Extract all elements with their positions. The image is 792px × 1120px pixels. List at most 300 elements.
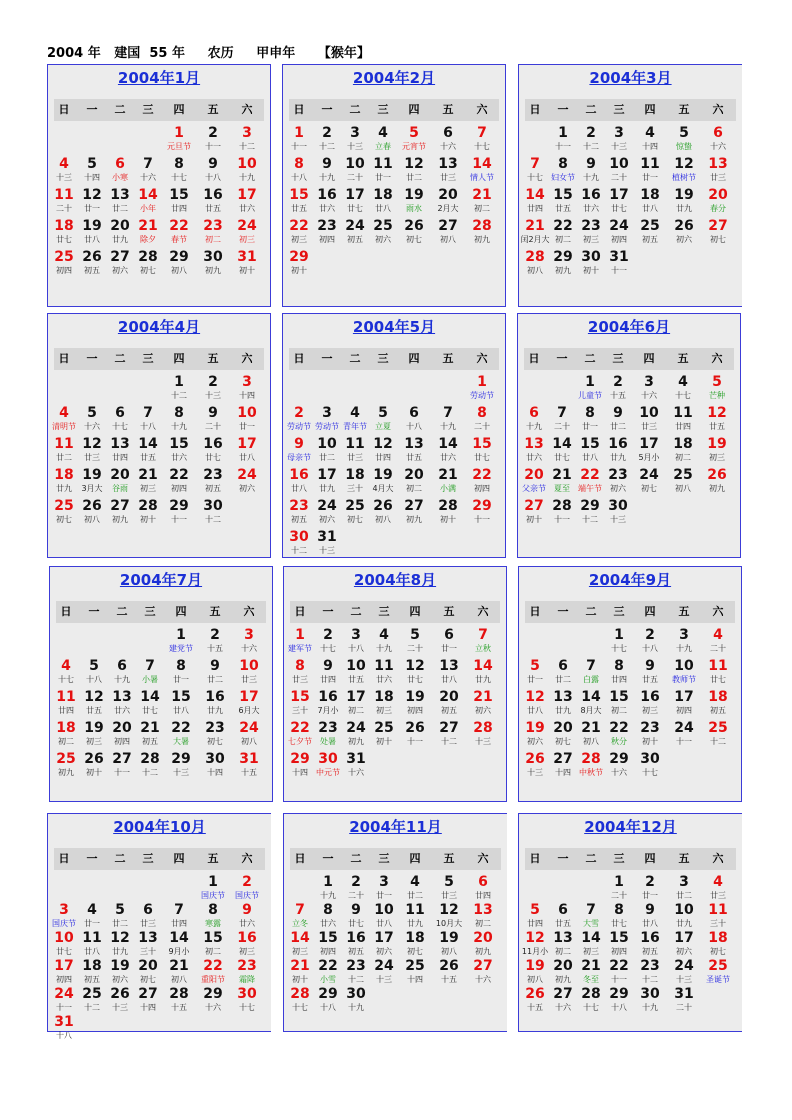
day-cell xyxy=(631,436,667,463)
day-number: 9 xyxy=(613,405,623,421)
day-number: 29 xyxy=(290,751,310,767)
lunar-label: 初八 xyxy=(241,737,257,746)
lunar-label: 廿四 xyxy=(675,422,691,431)
lunar-label: 儿童节 xyxy=(578,391,602,400)
weekday-label: 二 xyxy=(116,605,128,618)
lunar-label: 十五 xyxy=(610,391,626,400)
month-title-link[interactable]: 2004年7月 xyxy=(119,571,203,589)
lunar-label: 十三 xyxy=(610,515,626,524)
day-cell xyxy=(229,374,265,401)
day-cell xyxy=(632,986,668,1013)
day-number: 23 xyxy=(640,720,660,736)
day-number: 18 xyxy=(54,467,74,483)
day-cell xyxy=(397,874,433,901)
day-number: 28 xyxy=(581,986,601,1002)
month-title-link[interactable]: 2004年2月 xyxy=(352,69,436,87)
day-number: 26 xyxy=(84,751,104,767)
day-number: 4 xyxy=(645,125,655,141)
lunar-label: 母亲节 xyxy=(287,453,311,462)
day-number: 27 xyxy=(524,498,544,514)
day-number: 1 xyxy=(585,374,595,390)
day-number: 3 xyxy=(679,627,689,643)
weekday-label: 一 xyxy=(86,103,98,116)
lunar-label: 元宵节 xyxy=(402,142,426,151)
lunar-label: 廿四 xyxy=(611,675,627,684)
month-panel xyxy=(49,566,273,802)
lunar-label: 初五 xyxy=(348,947,364,956)
lunar-label: 初九 xyxy=(709,484,725,493)
lunar-label: 十六 xyxy=(241,644,257,653)
lunar-label: 十八 xyxy=(348,644,364,653)
lunar-label: 初五 xyxy=(84,266,100,275)
day-number: 19 xyxy=(373,467,393,483)
day-cell xyxy=(195,125,231,152)
day-number: 25 xyxy=(640,218,660,234)
day-number: 17 xyxy=(674,689,694,705)
day-number: 13 xyxy=(473,902,493,918)
day-number: 4 xyxy=(61,658,71,674)
day-number: 25 xyxy=(345,498,365,514)
day-number: 25 xyxy=(405,958,425,974)
lunar-label: 9月小 xyxy=(168,947,190,956)
lunar-label: 初六 xyxy=(376,947,392,956)
day-cell xyxy=(464,498,500,525)
month-title-link[interactable]: 2004年5月 xyxy=(352,318,436,336)
day-cell xyxy=(197,720,233,747)
lunar-label: 十四 xyxy=(292,768,308,777)
day-number: 6 xyxy=(115,156,125,172)
lunar-label: 十二 xyxy=(441,737,457,746)
day-number: 17 xyxy=(237,436,257,452)
day-number: 23 xyxy=(608,467,628,483)
lunar-label: 初二 xyxy=(555,947,571,956)
day-number: 3 xyxy=(379,874,389,890)
lunar-label: 廿七 xyxy=(710,675,726,684)
month-title-link[interactable]: 2004年12月 xyxy=(584,818,677,836)
day-number: 22 xyxy=(203,958,223,974)
day-number: 6 xyxy=(143,902,153,918)
lunar-label: 十九 xyxy=(526,422,542,431)
weekday-label: 六 xyxy=(243,605,255,618)
lunar-label: 十五 xyxy=(527,1003,543,1012)
day-cell xyxy=(700,930,736,957)
day-number: 10 xyxy=(345,156,365,172)
day-cell xyxy=(465,720,501,747)
day-number: 25 xyxy=(708,720,728,736)
day-number: 21 xyxy=(473,689,493,705)
day-number: 14 xyxy=(525,187,545,203)
month-title-link[interactable]: 2004年11月 xyxy=(349,818,442,836)
month-panel xyxy=(47,64,271,307)
day-number: 3 xyxy=(59,902,69,918)
lunar-label: 秋分 xyxy=(611,737,627,746)
month-title-link[interactable]: 2004年9月 xyxy=(588,571,672,589)
lunar-label: 初二 xyxy=(611,706,627,715)
month-panel xyxy=(517,313,741,558)
day-number: 26 xyxy=(525,986,545,1002)
day-number: 10 xyxy=(674,902,694,918)
day-number: 28 xyxy=(552,498,572,514)
lunar-label: 廿九 xyxy=(610,453,626,462)
lunar-label: 初三 xyxy=(583,235,599,244)
lunar-label: 廿三 xyxy=(347,453,363,462)
day-cell xyxy=(229,218,265,245)
day-cell xyxy=(397,930,433,957)
day-number: 26 xyxy=(82,498,102,514)
month-title-link[interactable]: 2004年10月 xyxy=(113,818,206,836)
lunar-label: 廿四 xyxy=(527,204,543,213)
lunar-label: 初二 xyxy=(474,204,490,213)
lunar-label: 十二 xyxy=(291,546,307,555)
day-number: 17 xyxy=(239,689,259,705)
day-number: 20 xyxy=(112,720,132,736)
day-number: 3 xyxy=(350,125,360,141)
day-cell xyxy=(161,436,197,463)
day-number: 12 xyxy=(82,187,102,203)
day-cell xyxy=(700,958,736,985)
day-number: 1 xyxy=(208,874,218,890)
day-number: 29 xyxy=(289,249,309,265)
day-number: 7 xyxy=(143,156,153,172)
day-number: 4 xyxy=(410,874,420,890)
lunar-label: 二十 xyxy=(56,204,72,213)
day-number: 30 xyxy=(205,751,225,767)
day-number: 6 xyxy=(558,658,568,674)
day-cell xyxy=(163,627,199,654)
lunar-label: 初十 xyxy=(642,737,658,746)
weekday-header xyxy=(56,601,266,623)
day-cell xyxy=(700,187,736,214)
day-number: 25 xyxy=(373,218,393,234)
day-cell xyxy=(397,958,433,985)
lunar-label: 初七 xyxy=(710,947,726,956)
lunar-label: 十八 xyxy=(56,1031,72,1040)
day-cell xyxy=(699,467,735,494)
day-number: 7 xyxy=(174,902,184,918)
day-number: 30 xyxy=(640,751,660,767)
lunar-label: 初五 xyxy=(205,484,221,493)
day-cell xyxy=(464,467,500,494)
weekday-label: 五 xyxy=(209,605,221,618)
day-number: 19 xyxy=(674,187,694,203)
day-cell xyxy=(161,986,197,1013)
day-number: 26 xyxy=(405,720,425,736)
weekday-label: 五 xyxy=(443,852,455,865)
day-number: 30 xyxy=(203,249,223,265)
lunar-label: 初四 xyxy=(474,484,490,493)
lunar-label: 廿二 xyxy=(407,891,423,900)
lunar-label: 十六 xyxy=(84,422,100,431)
lunar-label: 廿二 xyxy=(56,453,72,462)
lunar-label: 元旦节 xyxy=(167,142,191,151)
lunar-label: 廿六 xyxy=(526,453,542,462)
day-cell xyxy=(430,218,466,245)
day-number: 4 xyxy=(379,627,389,643)
lunar-label: 十五 xyxy=(171,1003,187,1012)
weekday-label: 三 xyxy=(142,852,154,865)
lunar-label: 初六 xyxy=(475,706,491,715)
weekday-label: 六 xyxy=(241,103,253,116)
lunar-label: 十二 xyxy=(348,975,364,984)
day-number: 9 xyxy=(208,156,218,172)
day-number: 5 xyxy=(89,658,99,674)
weekday-label: 一 xyxy=(557,852,569,865)
day-number: 12 xyxy=(110,930,130,946)
day-number: 17 xyxy=(345,187,365,203)
lunar-label: 初九 xyxy=(406,515,422,524)
month-title-link[interactable]: 2004年6月 xyxy=(587,318,671,336)
lunar-label: 廿一 xyxy=(84,204,100,213)
day-cell xyxy=(396,405,432,432)
day-number: 1 xyxy=(323,874,333,890)
month-panel xyxy=(282,64,506,307)
weekday-label: 六 xyxy=(476,103,488,116)
day-number: 31 xyxy=(54,1014,74,1030)
lunar-label: 廿八 xyxy=(441,675,457,684)
day-cell xyxy=(699,405,735,432)
day-number: 25 xyxy=(56,751,76,767)
lunar-label: 端午节 xyxy=(578,484,602,493)
day-number: 30 xyxy=(289,529,309,545)
day-number: 8 xyxy=(614,658,624,674)
weekday-label: 三 xyxy=(613,605,625,618)
lunar-label: 二十 xyxy=(407,644,423,653)
day-number: 23 xyxy=(289,498,309,514)
day-cell xyxy=(229,125,265,152)
day-cell xyxy=(229,156,265,183)
lunar-label: 初八 xyxy=(527,266,543,275)
lunar-label: 初九 xyxy=(555,266,571,275)
lunar-label: 廿九 xyxy=(676,919,692,928)
lunar-label: 十一 xyxy=(407,737,423,746)
month-panel xyxy=(282,313,506,558)
day-number: 5 xyxy=(115,902,125,918)
lunar-label: 初六 xyxy=(527,737,543,746)
day-number: 18 xyxy=(373,187,393,203)
lunar-label: 初十 xyxy=(140,515,156,524)
day-cell xyxy=(231,627,267,654)
day-cell xyxy=(465,930,501,957)
day-number: 22 xyxy=(289,218,309,234)
day-cell xyxy=(665,436,701,463)
weekday-label: 五 xyxy=(443,605,455,618)
weekday-label: 四 xyxy=(644,852,656,865)
day-cell xyxy=(195,498,231,525)
day-cell xyxy=(700,218,736,245)
weekday-header xyxy=(525,601,735,623)
day-number: 29 xyxy=(553,249,573,265)
day-number: 12 xyxy=(373,436,393,452)
lunar-label: 十七 xyxy=(611,644,627,653)
day-number: 31 xyxy=(674,986,694,1002)
day-number: 16 xyxy=(289,467,309,483)
day-number: 12 xyxy=(439,902,459,918)
day-number: 20 xyxy=(138,958,158,974)
day-cell xyxy=(632,627,668,654)
day-number: 8 xyxy=(477,405,487,421)
day-cell xyxy=(632,751,668,778)
lunar-label: 廿三 xyxy=(641,422,657,431)
lunar-label: 初二 xyxy=(348,706,364,715)
day-number: 21 xyxy=(472,187,492,203)
day-cell xyxy=(700,627,736,654)
lunar-label: 十八 xyxy=(611,1003,627,1012)
day-cell xyxy=(231,751,267,778)
lunar-label: 初七 xyxy=(641,484,657,493)
day-cell xyxy=(632,125,668,152)
lunar-label: 廿四 xyxy=(475,891,491,900)
lunar-label: 霜降 xyxy=(239,975,255,984)
day-number: 28 xyxy=(438,498,458,514)
lunar-label: 情人节 xyxy=(470,173,494,182)
day-cell xyxy=(431,874,467,901)
weekday-label: 六 xyxy=(712,605,724,618)
day-number: 28 xyxy=(472,218,492,234)
day-cell xyxy=(195,436,231,463)
day-cell xyxy=(430,156,466,183)
day-number: 19 xyxy=(439,930,459,946)
lunar-label: 2月大 xyxy=(437,204,459,213)
lunar-label: 5月小 xyxy=(638,453,660,462)
day-number: 26 xyxy=(439,958,459,974)
lunar-label: 十七 xyxy=(320,644,336,653)
lunar-label: 寒露 xyxy=(205,919,221,928)
day-number: 13 xyxy=(404,436,424,452)
day-number: 26 xyxy=(525,751,545,767)
day-cell xyxy=(431,958,467,985)
day-cell xyxy=(700,689,736,716)
day-number: 7 xyxy=(557,405,567,421)
day-number: 24 xyxy=(239,720,259,736)
day-number: 30 xyxy=(581,249,601,265)
lunar-label: 十三 xyxy=(319,546,335,555)
month-title-link[interactable]: 2004年1月 xyxy=(117,69,201,87)
day-number: 3 xyxy=(679,874,689,890)
lunar-label: 十七 xyxy=(58,675,74,684)
day-number: 8 xyxy=(558,156,568,172)
day-number: 8 xyxy=(585,405,595,421)
lunar-label: 十七 xyxy=(527,173,543,182)
weekday-label: 四 xyxy=(173,852,185,865)
day-number: 16 xyxy=(317,187,337,203)
day-cell xyxy=(465,689,501,716)
day-number: 2 xyxy=(210,627,220,643)
day-number: 13 xyxy=(438,156,458,172)
day-number: 27 xyxy=(553,986,573,1002)
day-number: 13 xyxy=(110,187,130,203)
day-number: 5 xyxy=(679,125,689,141)
day-number: 14 xyxy=(552,436,572,452)
day-cell xyxy=(431,902,467,929)
day-number: 2 xyxy=(208,125,218,141)
day-cell xyxy=(229,874,265,901)
day-cell xyxy=(195,156,231,183)
lunar-label: 廿八 xyxy=(582,453,598,462)
lunar-label: 廿六 xyxy=(583,204,599,213)
day-number: 7 xyxy=(443,405,453,421)
weekday-label: 二 xyxy=(349,103,361,116)
lunar-label: 十二 xyxy=(84,1003,100,1012)
lunar-label: 廿六 xyxy=(239,204,255,213)
day-cell xyxy=(231,689,267,716)
day-number: 29 xyxy=(203,986,223,1002)
day-number: 22 xyxy=(169,218,189,234)
lunar-label: 初七 xyxy=(555,737,571,746)
weekday-label: 四 xyxy=(408,352,420,365)
day-number: 12 xyxy=(84,689,104,705)
day-cell xyxy=(229,930,265,957)
lunar-label: 廿一 xyxy=(239,422,255,431)
lunar-label: 十三 xyxy=(205,391,221,400)
day-cell xyxy=(396,218,432,245)
weekday-header xyxy=(524,348,734,370)
day-number: 27 xyxy=(110,498,130,514)
day-number: 8 xyxy=(323,902,333,918)
lunar-label: 国庆节 xyxy=(52,919,76,928)
weekday-label: 四 xyxy=(173,352,185,365)
lunar-label: 白露 xyxy=(583,675,599,684)
lunar-label: 劳动节 xyxy=(315,422,339,431)
day-number: 9 xyxy=(645,902,655,918)
day-number: 6 xyxy=(115,405,125,421)
lunar-label: 立秋 xyxy=(475,644,491,653)
lunar-label: 十三 xyxy=(112,1003,128,1012)
lunar-label: 8月大 xyxy=(580,706,602,715)
weekday-label: 日 xyxy=(293,103,305,116)
lunar-label: 初三 xyxy=(642,706,658,715)
day-number: 23 xyxy=(203,467,223,483)
day-number: 29 xyxy=(472,498,492,514)
lunar-label: 廿八 xyxy=(84,235,100,244)
day-cell xyxy=(396,498,432,525)
lunar-label: 初五 xyxy=(441,706,457,715)
lunar-label: 初十 xyxy=(239,266,255,275)
day-number: 11 xyxy=(345,436,365,452)
lunar-label: 初十 xyxy=(526,515,542,524)
lunar-label: 初六 xyxy=(319,515,335,524)
weekday-label: 五 xyxy=(442,352,454,365)
weekday-label: 二 xyxy=(114,352,126,365)
day-cell xyxy=(197,658,233,685)
day-number: 21 xyxy=(581,958,601,974)
day-cell xyxy=(700,720,736,747)
lunar-label: 三十 xyxy=(292,706,308,715)
day-cell xyxy=(161,902,197,929)
lunar-label: 初二 xyxy=(205,947,221,956)
weekday-label: 三 xyxy=(377,352,389,365)
day-number: 8 xyxy=(294,156,304,172)
lunar-label: 廿五 xyxy=(86,706,102,715)
lunar-label: 初三 xyxy=(291,235,307,244)
day-number: 17 xyxy=(609,187,629,203)
lunar-label: 6月大 xyxy=(238,706,260,715)
day-cell xyxy=(464,218,500,245)
lunar-label: 廿七 xyxy=(56,947,72,956)
lunar-label: 廿四 xyxy=(58,706,74,715)
lunar-label: 十四 xyxy=(84,173,100,182)
day-cell xyxy=(161,405,197,432)
day-number: 12 xyxy=(82,436,102,452)
lunar-label: 初七 xyxy=(140,975,156,984)
month-title-link[interactable]: 2004年4月 xyxy=(117,318,201,336)
month-title-link[interactable]: 2004年8月 xyxy=(353,571,437,589)
day-number: 15 xyxy=(169,187,189,203)
day-number: 23 xyxy=(203,218,223,234)
day-cell xyxy=(431,720,467,747)
month-title-link[interactable]: 2004年3月 xyxy=(589,69,672,87)
day-number: 11 xyxy=(373,156,393,172)
day-number: 18 xyxy=(673,436,693,452)
